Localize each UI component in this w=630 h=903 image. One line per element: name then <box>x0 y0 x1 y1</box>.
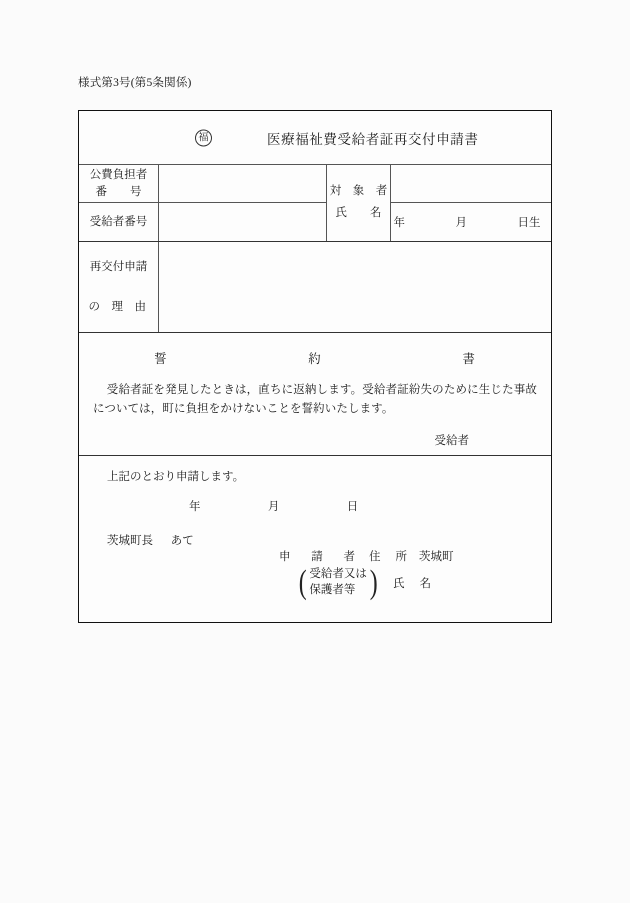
addressee-name: 茨城町長 <box>107 535 153 547</box>
paren-close-icon: ) <box>369 563 378 601</box>
payer-number-input[interactable] <box>159 165 326 202</box>
recipient-number-input[interactable] <box>159 203 326 241</box>
address-value[interactable]: 茨城町 <box>419 551 454 563</box>
identification-right-column <box>327 165 551 241</box>
addressee-suffix: あて <box>170 535 194 547</box>
target-person-label <box>327 165 391 241</box>
recipient-number-label <box>79 203 159 241</box>
address-label-char2: 所 <box>395 551 407 563</box>
document-title: 医療福祉費受給者証再交付申請書 <box>267 131 479 147</box>
pledge-title-char3: 書 <box>462 352 476 366</box>
applicant-qualifier-line2: 保護者等 <box>309 583 356 596</box>
form-number-label: 様式第3号(第5条関係) <box>78 77 192 89</box>
address-label <box>369 548 407 564</box>
reissue-reason-block <box>79 242 551 333</box>
applicant-address-row <box>279 548 454 564</box>
application-date-line[interactable] <box>93 498 537 514</box>
application-block <box>79 456 551 622</box>
applicant-group <box>279 548 454 601</box>
payer-number-label <box>79 165 159 202</box>
payer-number-label-line2: 番 号 <box>95 185 142 198</box>
payer-number-label-line1: 公費負担者 <box>89 168 148 181</box>
pledge-signer-label: 受給者 <box>434 434 469 447</box>
reissue-reason-input[interactable] <box>159 242 551 332</box>
applicant-label-char3: 者 <box>343 551 355 563</box>
paren-open-icon: ( <box>298 563 307 601</box>
target-person-label-line1: 対 象 者 <box>329 185 388 198</box>
pledge-block <box>79 333 551 456</box>
recipient-number-row <box>79 203 326 241</box>
name-label-char1: 氏 <box>393 577 405 590</box>
target-person-label-line2: 氏 名 <box>335 207 382 219</box>
birthdate-month-label: 月 <box>455 217 467 229</box>
address-label-char1: 住 <box>369 551 381 563</box>
pledge-title <box>93 349 537 367</box>
identification-left-column <box>79 165 327 241</box>
application-date-month-label: 月 <box>267 501 280 513</box>
target-birthdate-input[interactable] <box>391 203 551 241</box>
birthdate-year-label: 年 <box>393 217 405 229</box>
maru-fuku-emblem-icon: 福 <box>195 129 212 146</box>
application-addressee-line <box>93 532 537 548</box>
recipient-number-label-text: 受給者番号 <box>89 215 148 228</box>
pledge-title-char2: 約 <box>308 352 322 366</box>
reissue-reason-label <box>79 242 159 332</box>
applicant-qualifier-note <box>297 563 379 601</box>
reissue-reason-label-line2: の 理 由 <box>88 301 146 313</box>
name-label-char2: 名 <box>419 577 432 590</box>
applicant-qualifier-line1: 受給者又は <box>309 568 367 580</box>
applicant-label-char1: 申 <box>279 551 291 563</box>
applicant-name-row <box>279 563 454 601</box>
pledge-body-text: 受給者証を発見したときは，直ちに返納します。受給者証紛失のために生じた事故については，町に負担をかけないことを誓約いたします。 <box>93 384 537 415</box>
target-person-values <box>391 165 551 241</box>
form-title-row <box>79 111 551 165</box>
pledge-title-char1: 誓 <box>154 352 168 366</box>
identification-block <box>79 165 551 242</box>
applicant-label <box>279 548 355 564</box>
applicant-label-char2: 請 <box>311 551 323 563</box>
name-label <box>393 575 431 591</box>
reissue-reason-label-line1: 再交付申請 <box>89 261 148 273</box>
payer-number-row <box>79 165 326 203</box>
target-name-input[interactable] <box>391 165 551 203</box>
application-statement: 上記のとおり申請します。 <box>107 471 245 483</box>
application-date-year-label: 年 <box>189 501 201 513</box>
birthdate-day-label: 日生 <box>517 217 541 229</box>
applicant-qualifier-lines <box>308 567 368 598</box>
application-date-day-label: 日 <box>346 501 359 513</box>
application-form-table <box>78 110 552 623</box>
